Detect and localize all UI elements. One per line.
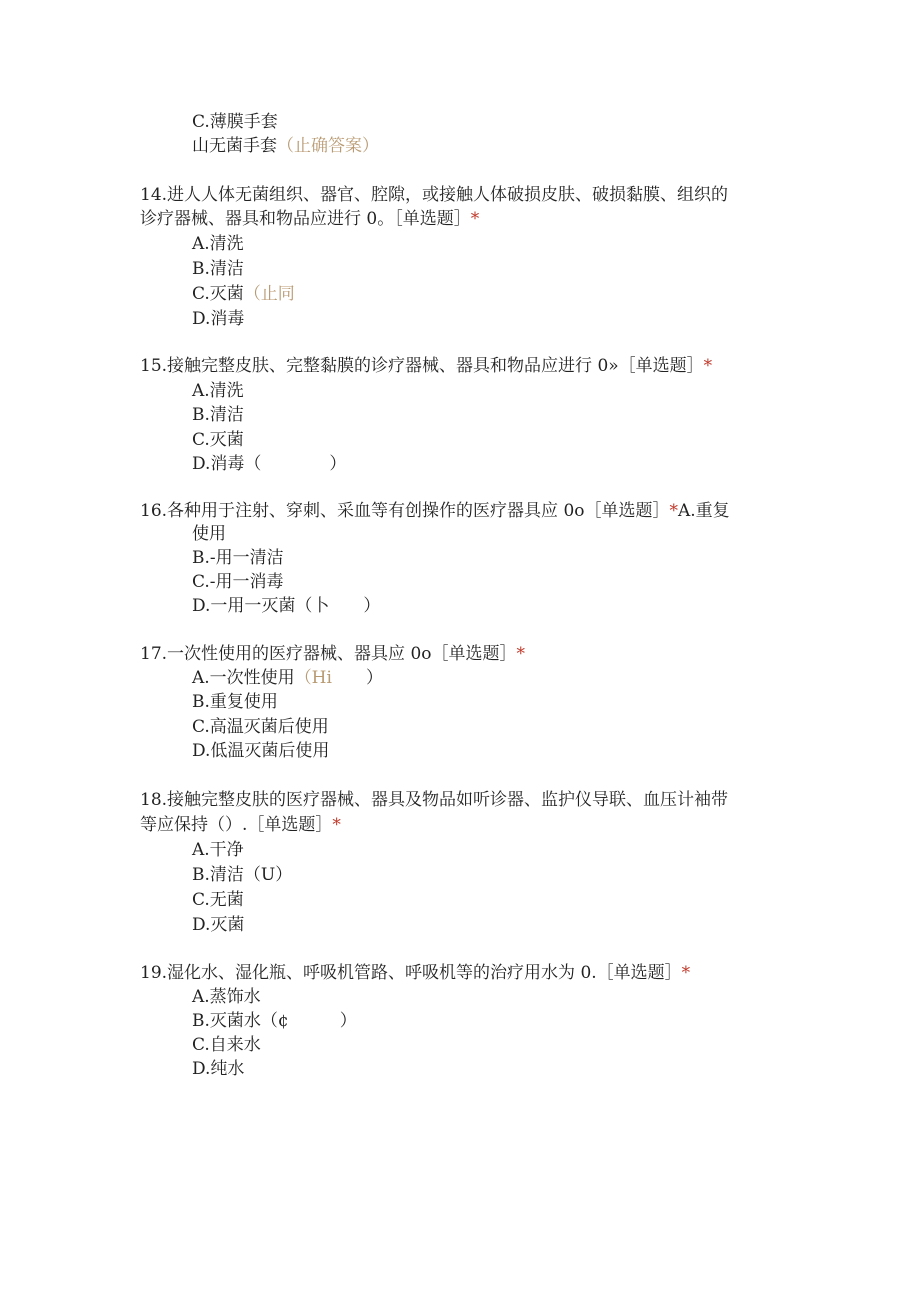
question-text: 17.一次性使用的医疗器械、器具应 0o［单选题］ [140, 644, 517, 664]
option-b: B.清洁 [192, 259, 244, 279]
question-17-title [140, 643, 525, 665]
question-text: 19.湿化水、湿化瓶、呼吸机管路、呼吸机等的治疗用水为 0.［单选题］ [140, 963, 682, 983]
option-c [192, 283, 295, 305]
required-star: * [470, 209, 480, 229]
option-text: C.薄膜手套 [192, 112, 278, 132]
option-c: C.高温灭菌后使用 [192, 717, 329, 737]
option-text: 山无菌手套 [192, 136, 277, 156]
required-star: * [516, 644, 525, 664]
question-19-title [140, 962, 690, 984]
option-d: D.一用一灭菌（卜 ） [192, 596, 381, 616]
option-text: A.一次性使用 [192, 668, 295, 688]
option-a: A.蒸饰水 [192, 987, 261, 1007]
required-star: * [681, 963, 691, 983]
answer-mark: （止确答案） [277, 136, 379, 156]
answer-mark: （Hi [294, 668, 332, 688]
option-b: B.重复使用 [192, 692, 278, 712]
option-b: B.-用一清洁 [192, 548, 284, 568]
option-a: A.重复 [678, 501, 730, 521]
question-text: 15.接触完整皮肤、完整黏膜的诊疗器械、器具和物品应进行 0»［单选题］ [140, 356, 704, 376]
option-d: D.消毒 [192, 309, 245, 329]
option-a: A.干净 [192, 840, 244, 860]
option-text: C.灭菌 [192, 284, 244, 304]
option-close: ） [331, 668, 383, 688]
option-c: C.-用一消毒 [192, 572, 284, 592]
option-c: C.自来水 [192, 1035, 261, 1055]
question-15-title [140, 355, 712, 377]
answer-mark: （止同 [243, 284, 295, 304]
option-b: B.灭菌水（¢ ） [192, 1011, 357, 1031]
option-a-continuation: 使用 [192, 524, 226, 544]
option-b: B.清洁 [192, 405, 244, 425]
option-c: C.无菌 [192, 890, 244, 910]
option-a: A.清洗 [192, 381, 244, 401]
option-c [192, 111, 278, 133]
option-d: D.消毒（ ） [192, 454, 347, 474]
required-star: * [332, 815, 341, 835]
question-text: 等应保持（）.［单选题］ [140, 815, 333, 835]
question-18-title-line2 [140, 814, 341, 836]
option-c: C.灭菌 [192, 430, 244, 450]
option-a [192, 667, 383, 689]
option-d: D.低温灭菌后使用 [192, 741, 330, 761]
option-d: D.灭菌 [192, 915, 245, 935]
question-text: 诊疗器械、器具和物品应进行 0。［单选题］ [140, 209, 471, 229]
option-a: A.清洗 [192, 234, 244, 254]
question-18-title-line1: 18.接触完整皮肤的医疗器械、器具及物品如听诊器、监护仪导联、血压计袖带 [140, 790, 729, 810]
option-b: B.清洁（U） [192, 865, 293, 885]
question-14-title-line2 [140, 208, 479, 230]
required-star: * [669, 501, 678, 521]
option-d [192, 135, 379, 157]
question-16-title [140, 500, 730, 522]
required-star: * [703, 356, 713, 376]
question-14-title-line1: 14.进人人体无菌组织、器官、腔隙，或接触人体破损皮肤、破损黏膜、组织的 [140, 185, 729, 205]
question-text: 16.各种用于注射、穿刺、采血等有创操作的医疗器具应 0o［单选题］ [140, 501, 670, 521]
option-d: D.纯水 [192, 1059, 245, 1079]
